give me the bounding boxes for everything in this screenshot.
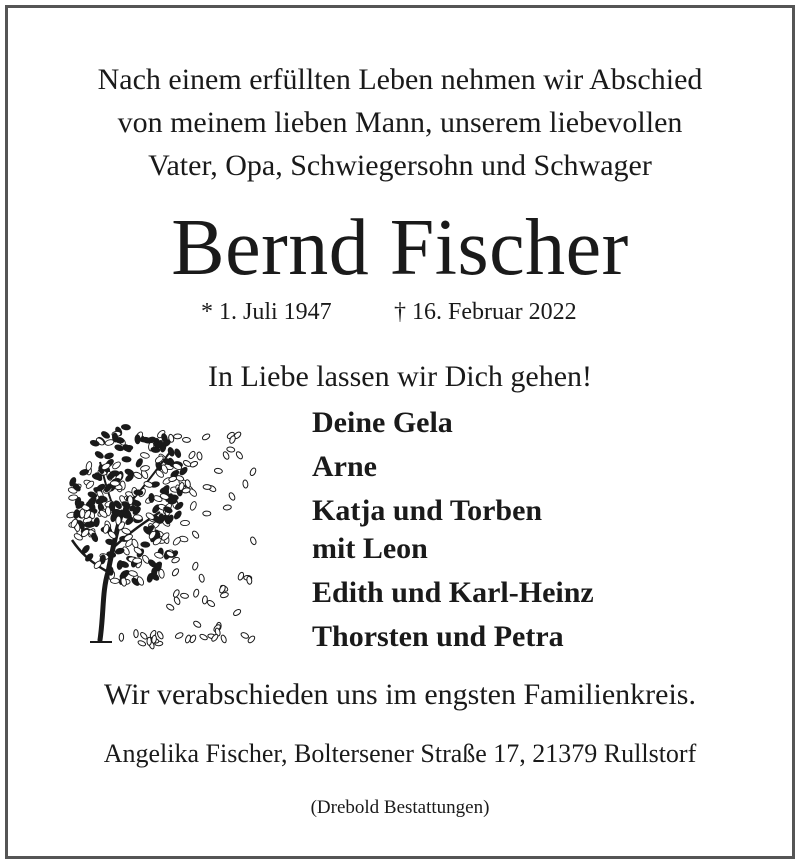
family-list — [312, 404, 594, 662]
birth-date: * 1. Juli 1947 — [201, 299, 332, 325]
family-member-name: Katja und Torben — [312, 494, 543, 527]
family-member-name: Edith und Karl-Heinz — [312, 576, 594, 609]
farewell-line: In Liebe lassen wir Dich gehen! — [207, 360, 593, 393]
family-member-name: Deine Gela — [312, 406, 453, 439]
family-member-entry — [312, 574, 594, 612]
intro-line: Vater, Opa, Schwiegersohn und Schwager — [148, 149, 652, 182]
tree-with-falling-leaves-icon — [60, 412, 260, 652]
family-member-name: Thorsten und Petra — [312, 620, 564, 653]
closing-line: Wir verabschieden uns im engsten Familienkreis. — [104, 678, 696, 711]
death-date: † 16. Februar 2022 — [394, 299, 577, 325]
undertaker-name: (Drebold Bestattungen) — [310, 797, 490, 818]
family-member-name: Arne — [312, 450, 377, 483]
intro-line: von meinem lieben Mann, unserem liebevollen — [117, 106, 683, 139]
family-member-entry — [312, 492, 594, 568]
family-member-entry — [312, 448, 594, 486]
family-member-entry — [312, 618, 594, 656]
intro-text — [0, 58, 800, 187]
deceased-name: Bernd Fischer — [171, 204, 629, 292]
family-member-entry — [312, 404, 594, 442]
family-member-name: mit Leon — [312, 532, 428, 565]
intro-line: Nach einem erfüllten Leben nehmen wir Abschied — [97, 63, 703, 96]
address-line: Angelika Fischer, Boltersener Straße 17, 21379 Rullstorf — [103, 739, 697, 768]
